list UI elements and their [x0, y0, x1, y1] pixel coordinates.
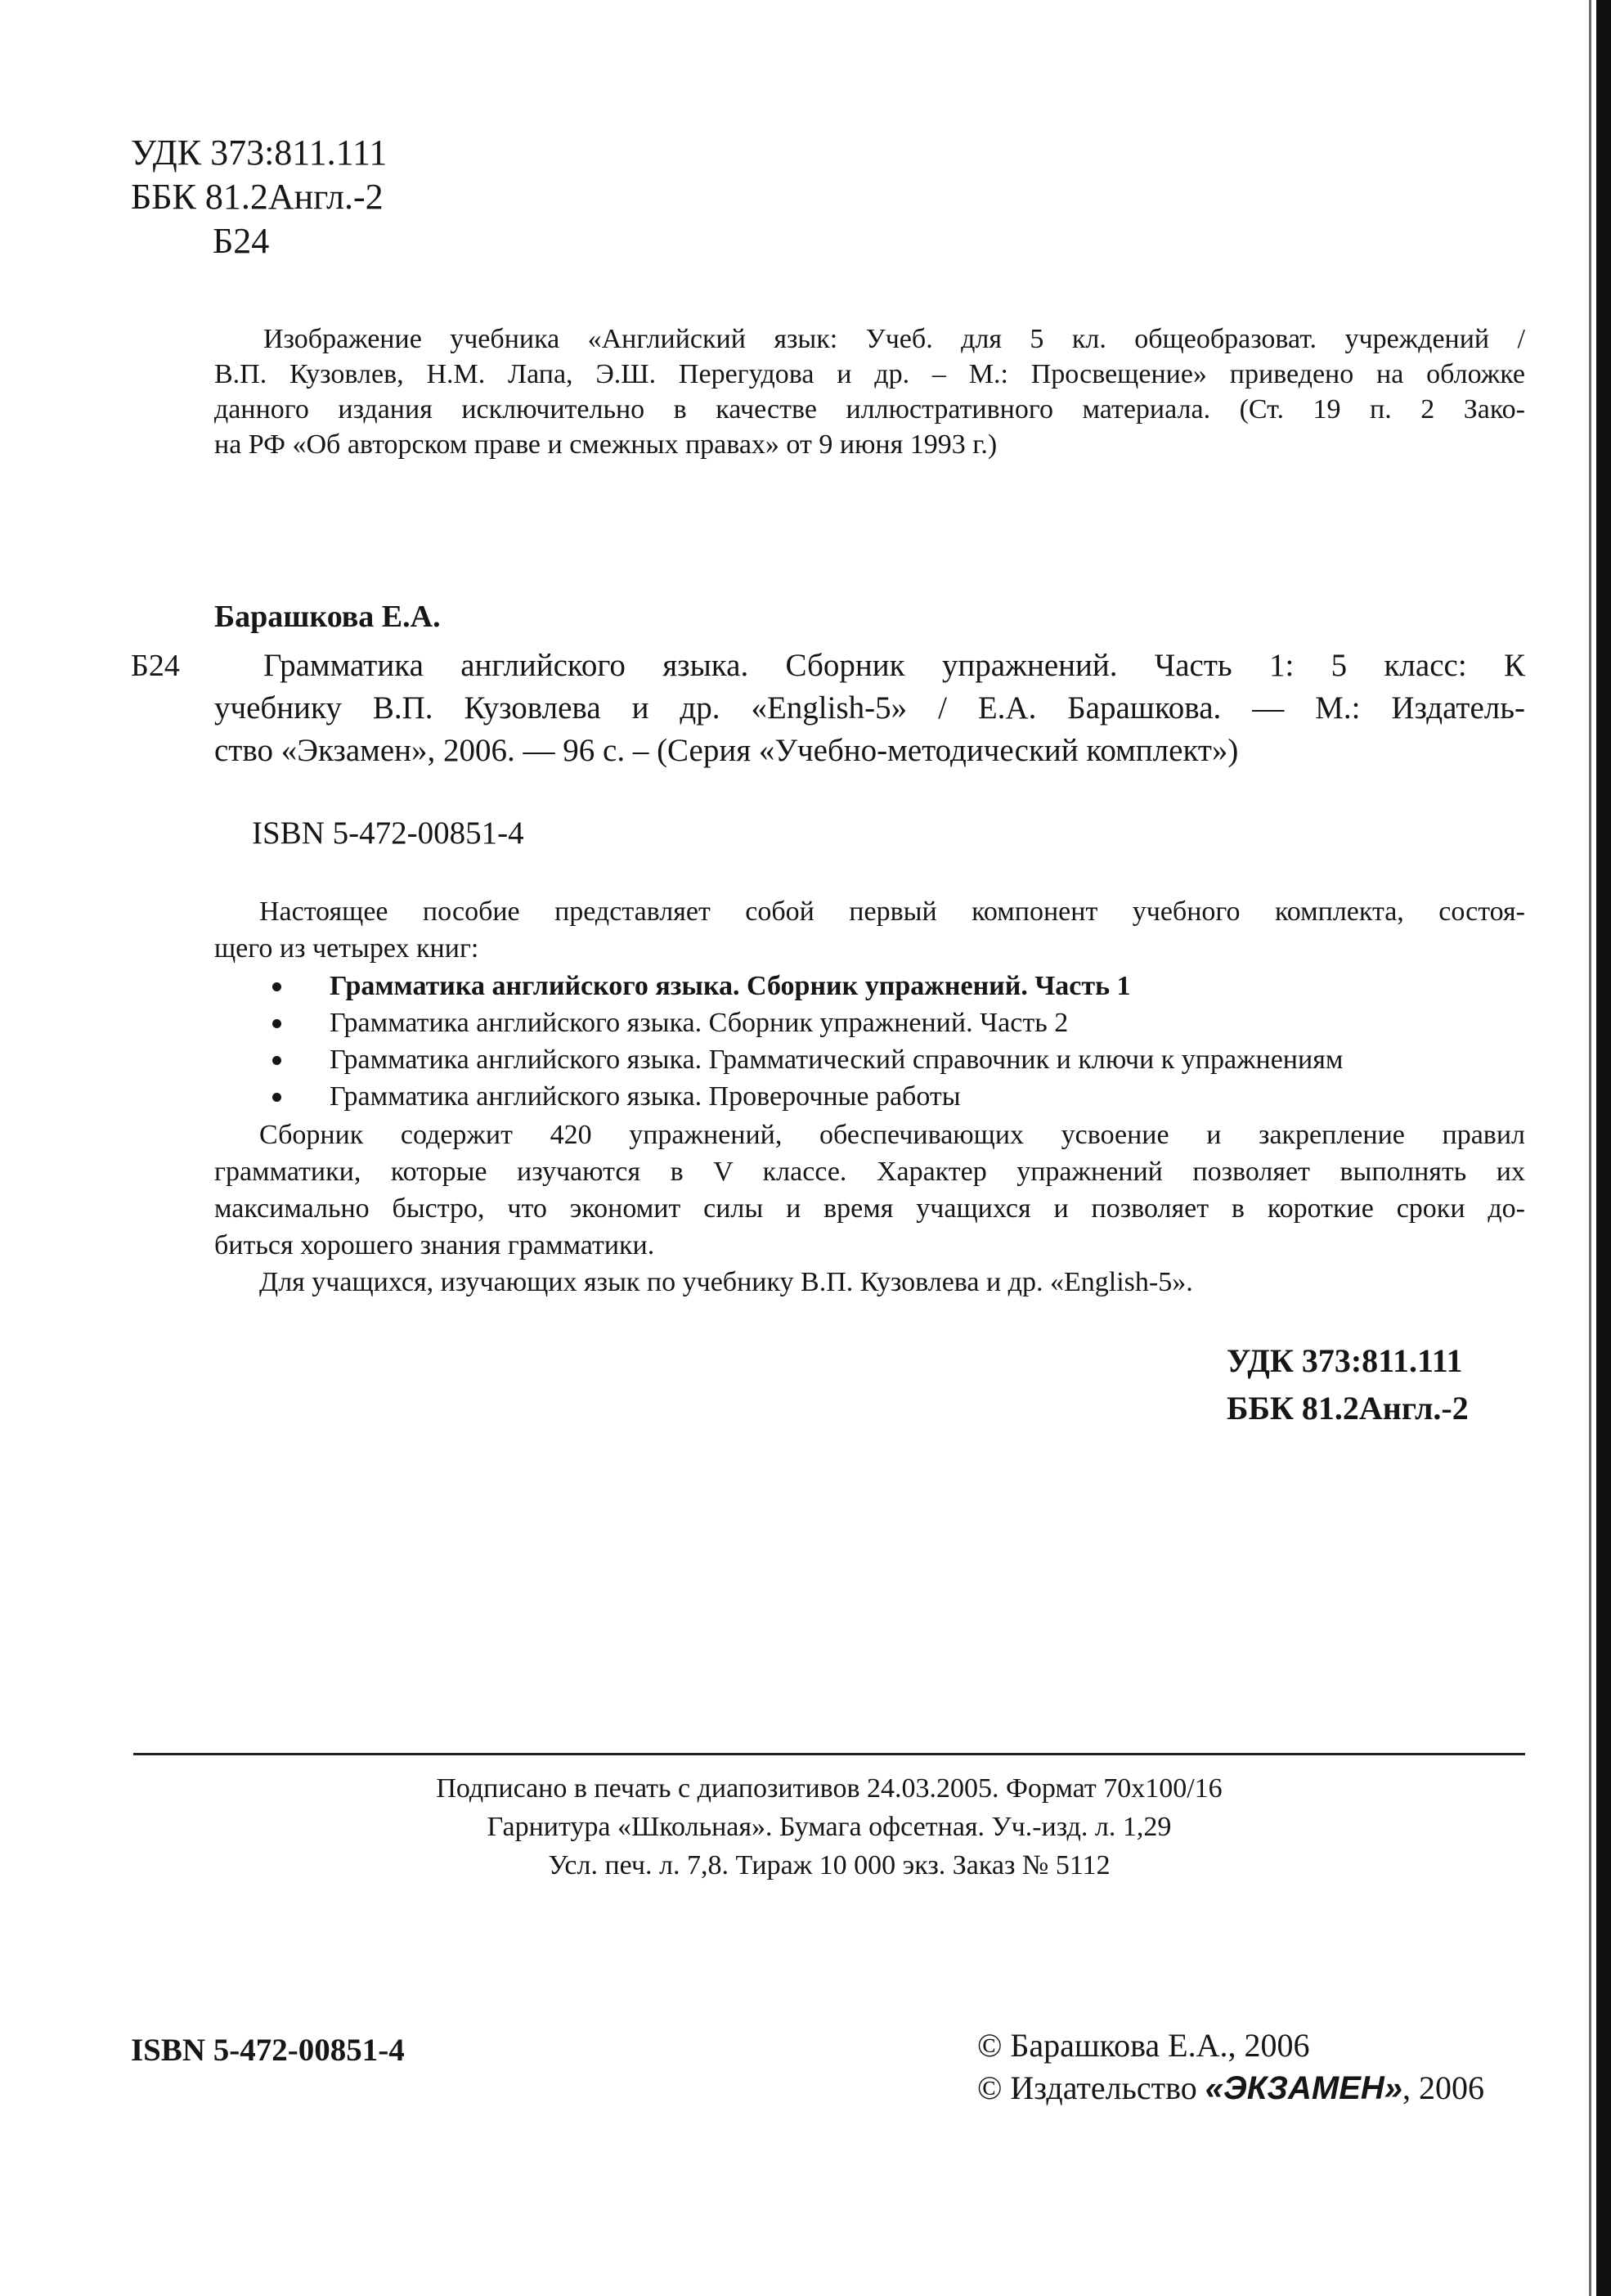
- book-title: Грамматика английского языка. Проверочные работы: [330, 1081, 961, 1112]
- print-line: Гарнитура «Школьная». Бумага офсетная. Уч.-изд. л. 1,29: [487, 1812, 1172, 1842]
- intro-line: щего из четырех книг:: [214, 933, 479, 964]
- bullet-icon: [272, 1093, 281, 1102]
- book-title: Грамматика английского языка. Сборник упражнений. Часть 2: [330, 1008, 1069, 1038]
- bullet-icon: [272, 1056, 281, 1065]
- bib-line: учебнику В.П. Кузовлева и др. «English-5» / Е.А. Барашкова. — М.: Издатель-: [214, 690, 1525, 726]
- copyright-year: , 2006: [1402, 2069, 1485, 2106]
- body-line: грамматики, которые изучаются в V классе. Характер упражнений позволяет выполнять их: [214, 1157, 1525, 1187]
- audience-line: Для учащихся, изучающих язык по учебнику В.П. Кузовлева и др. «English-5».: [259, 1267, 1193, 1297]
- classification-top: [131, 131, 387, 263]
- bullet-icon: [272, 982, 281, 991]
- publisher-name: «ЭКЗАМЕН»: [1205, 2070, 1403, 2106]
- print-line: Усл. печ. л. 7,8. Тираж 10 000 экз. Заказ № 5112: [548, 1850, 1111, 1880]
- copyright: [977, 2024, 1484, 2110]
- notice-line: на РФ «Об авторском праве и смежных правах» от 9 июня 1993 г.): [214, 429, 998, 460]
- isbn-bottom: ISBN 5-472-00851-4: [131, 2033, 405, 2068]
- classification-right: [1227, 1337, 1469, 1432]
- book-title: Грамматика английского языка. Сборник упражнений. Часть 1: [330, 971, 1131, 1001]
- entry-author-mark: Б24: [131, 649, 180, 683]
- bib-line: ство «Экзамен», 2006. — 96 с. – (Серия «Учебно-методический комплект»): [214, 733, 1239, 768]
- copyright-author: © Барашкова Е.А., 2006: [977, 2027, 1310, 2064]
- intro-line: Настоящее пособие представляет собой первый компонент учебного комплекта, состоя-: [259, 896, 1525, 927]
- page-edge-shadow: [1596, 0, 1611, 2296]
- udk-code: УДК 373:811.111: [1227, 1342, 1463, 1379]
- body-line: максимально быстро, что экономит силы и время учащихся и позволяет в короткие сроки до-: [214, 1193, 1525, 1224]
- notice-line: данного издания исключительно в качестве иллюстративного материала. (Ст. 19 п. 2 Зако-: [214, 394, 1525, 425]
- book-title: Грамматика английского языка. Грамматический справочник и ключи к упражнениям: [330, 1045, 1344, 1075]
- notice-line: В.П. Кузовлев, Н.М. Лапа, Э.Ш. Перегудова и др. – М.: Просвещение» приведено на обложке: [214, 359, 1525, 389]
- illustration-notice: [214, 321, 1525, 462]
- print-info: [133, 1769, 1525, 1885]
- bbk-code: ББК 81.2Англ.-2: [1227, 1390, 1469, 1427]
- body-line: Сборник содержит 420 упражнений, обеспечивающих усвоение и закрепление правил: [259, 1120, 1525, 1150]
- page-edge-line: [1589, 0, 1591, 2296]
- author-heading: Барашкова Е.А.: [214, 600, 441, 634]
- description-intro: [214, 893, 1525, 967]
- divider: [133, 1753, 1525, 1755]
- copyright-publisher: [977, 2067, 1484, 2110]
- copyright-prefix: © Издательство: [977, 2069, 1205, 2106]
- author-mark: Б24: [213, 221, 270, 261]
- isbn-entry: ISBN 5-472-00851-4: [252, 816, 524, 851]
- udk-code: УДК 373:811.111: [131, 133, 388, 173]
- bullet-icon: [272, 1019, 281, 1028]
- print-line: Подписано в печать с диапозитивов 24.03.2005. Формат 70х100/16: [436, 1773, 1223, 1804]
- body-line: биться хорошего знания грамматики.: [214, 1230, 655, 1260]
- bbk-code: ББК 81.2Англ.-2: [131, 177, 384, 217]
- bib-line: Грамматика английского языка. Сборник упражнений. Часть 1: 5 класс: К: [263, 648, 1525, 683]
- bibliographic-description: [214, 645, 1525, 772]
- notice-line: Изображение учебника «Английский язык: Учеб. для 5 кл. общеобразоват. учреждений /: [263, 324, 1525, 354]
- description-body: [214, 1117, 1525, 1301]
